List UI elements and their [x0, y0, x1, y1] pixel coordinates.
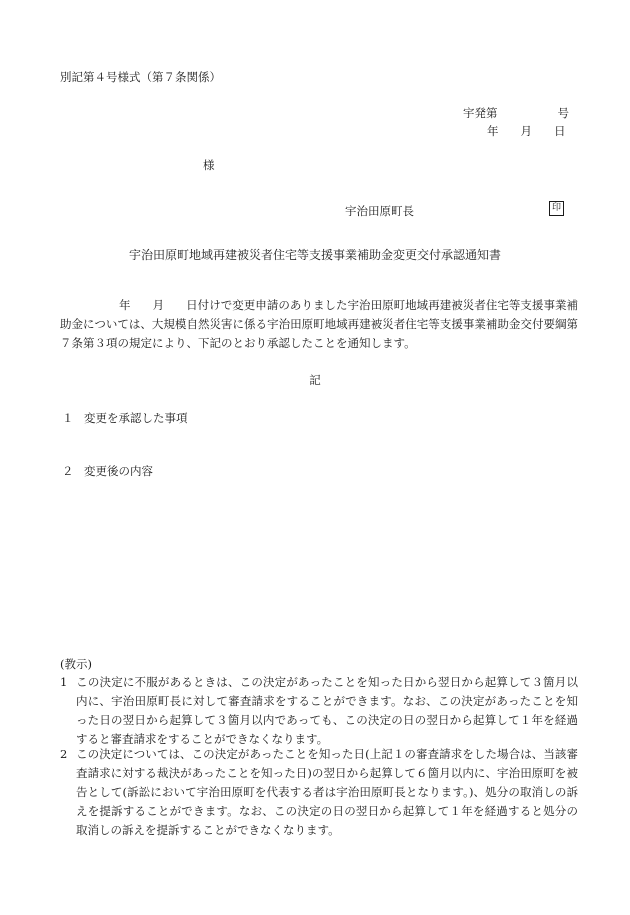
record-item — [62, 463, 153, 479]
body-text: 日付けで変更申請のありました宇治田原町地域再建被災者住宅等支援事業補助金については、大規模自然災害に係る宇治田原町地域再建被災者住宅等支援事業補助金交付要綱第７条第３項の規定により、下記のとおり承認したことを通知します。 — [60, 298, 579, 350]
document-date — [487, 123, 566, 139]
form-number: 別記第４号様式（第７条関係） — [60, 70, 221, 84]
body-date-year: 年 — [119, 298, 131, 312]
document-number — [463, 105, 569, 121]
record-item — [62, 410, 188, 426]
doc-number-suffix: 号 — [557, 106, 569, 120]
instruction-text: この決定に不服があるときは、この決定があったことを知った日から翌日から起算して３箇月以内に、宇治田原町長に対して審査請求をすることができます。なお、この決定があったことを知った日の翌日から起算して３箇月以内であっても、この決定の日の翌日から起算して１年を経過すると審査請求をすることができなくなります。 — [76, 675, 578, 746]
doc-number-prefix: 宇発第 — [463, 106, 498, 120]
record-heading: 記 — [309, 373, 321, 387]
instruction-text: この決定については、この決定があったことを知った日(上記１の審査請求をした場合は、当該審査請求に対する裁決があったことを知った日)の翌日から起算して６箇月以内に、宇治田原町を被告として(訴訟において宇治田原町を代表する者は宇治田原町長となります。)、処分の取消しの訴えを提訴することができます。なお、この決定の日の翌日から起算して１年を経過すると処分の取消しの訴えを提訴することができなくなります。 — [76, 747, 578, 837]
instruction-item — [60, 673, 578, 749]
body-date-month: 月 — [152, 298, 165, 312]
document-title: 宇治田原町地域再建被災者住宅等支援事業補助金変更交付承認通知書 — [128, 248, 501, 262]
instruction-item — [60, 745, 578, 840]
addressee-honorific: 様 — [203, 158, 215, 172]
body-paragraph — [60, 296, 578, 353]
record-item-label: 変更を承認した事項 — [84, 411, 188, 425]
instruction-heading: (教示) — [60, 657, 92, 671]
record-item-number: １ — [62, 411, 74, 425]
record-item-label: 変更後の内容 — [84, 464, 153, 478]
record-item-number: ２ — [62, 464, 74, 478]
issuer-name: 宇治田原町長 — [345, 204, 414, 218]
date-year: 年 — [487, 124, 499, 138]
instruction-number: 2 — [60, 747, 68, 761]
instruction-number: 1 — [60, 675, 68, 689]
date-month: 月 — [520, 124, 532, 138]
date-day: 日 — [554, 124, 566, 138]
seal-mark: 印 — [549, 201, 564, 216]
